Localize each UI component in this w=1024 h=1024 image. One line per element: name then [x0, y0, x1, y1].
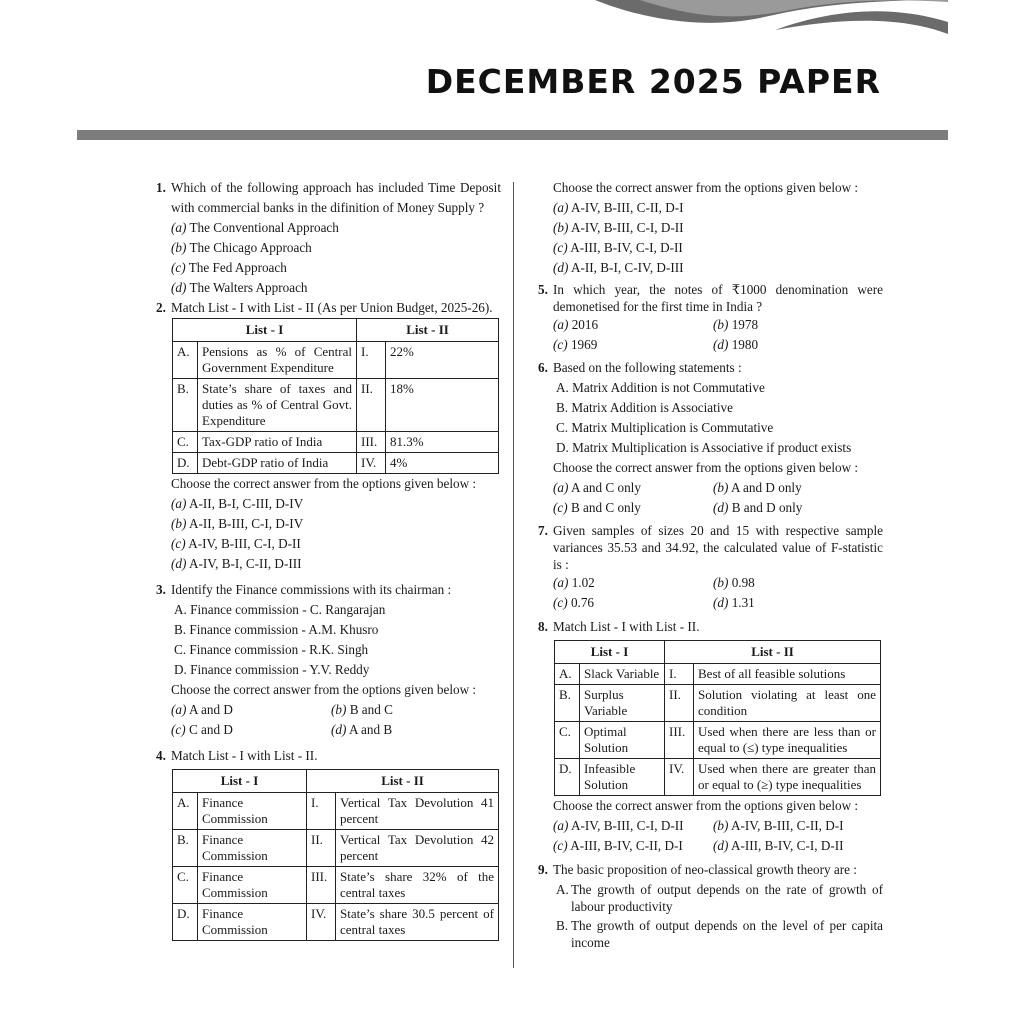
table-header: List - II — [357, 319, 499, 342]
table-row: A. Pensions as % of Central Government Expenditure I. 22% — [173, 342, 499, 379]
table-row: C. Finance Commission III. State’s share 32% of the central taxes — [173, 867, 499, 904]
option-c: (c) A-IV, B-III, C-I, D-II — [171, 536, 301, 551]
statement: B. Finance commission - A.M. Khusro — [174, 622, 379, 637]
option-b: (b) 0.98 — [713, 575, 755, 590]
question-6: 6. Based on the following statements : A. Matrix Addition is not Commutative B. Matrix Addition is Associative C. Matrix Multiplication is Commutative D. Matrix Multiplication is Associative if product exists Choose the correct answer from the options given below : (a) A and C only (b) A and D only (c) B and C only (d) B and D only — [538, 358, 883, 518]
question-4-continued — [538, 178, 883, 278]
question-5: 5. In which year, the notes of ₹1000 denomination were demonetised for the first time in India ? (a) 2016 (b) 1978 (c) 1969 (d) 1980 — [538, 281, 883, 355]
title-rule — [77, 130, 948, 140]
table-header: List - II — [307, 770, 499, 793]
option-d: (d) A-III, B-IV, C-I, D-II — [713, 838, 844, 853]
question-text: Based on the following statements : — [553, 360, 742, 375]
option-a: (a) 2016 — [553, 317, 599, 332]
question-text: Match List - I with List - II. — [171, 748, 318, 763]
table-row: C. Optimal Solution III. Used when there are less than or equal to (≤) type inequalities — [555, 722, 881, 759]
table-header: List - I — [173, 319, 357, 342]
table-row: A. Slack Variable I. Best of all feasible solutions — [555, 664, 881, 685]
option-d: (d) The Walters Approach — [171, 280, 308, 295]
table-row: A. Finance Commission I. Vertical Tax Devolution 41 percent — [173, 793, 499, 830]
table-row: D. Infeasible Solution IV. Used when there are greater than or equal to (≥) type inequalities — [555, 759, 881, 796]
statement: D. Finance commission - Y.V. Reddy — [174, 662, 370, 677]
table-header: List - II — [665, 641, 881, 664]
option-a: (a) A and D — [171, 702, 233, 717]
option-c: (c) B and C only — [553, 500, 641, 515]
statement: B. Matrix Addition is Associative — [556, 400, 733, 415]
match-table — [554, 640, 881, 796]
option-d: (d) 1980 — [713, 337, 759, 352]
option-b: (b) B and C — [331, 702, 393, 717]
question-4: 4. Match List - I with List - II. List - I List - II A. Finance Commission I. Vertical Tax Devolution 41 percent B. Finance Commission II. Vertical Tax Devolution 42 percent C. Finance Commission III. State’s share 32% of the central taxes D. Finance Commission IV. State’s share 30.5 percent of central taxes — [156, 746, 501, 941]
table-row: B. Surplus Variable II. Solution violating at least one condition — [555, 685, 881, 722]
question-text: Identify the Finance commissions with its chairman : — [171, 582, 452, 597]
option-a: (a) A and C only — [553, 480, 641, 495]
question-text: The basic proposition of neo-classical growth theory are : — [553, 862, 857, 877]
option-d: (d) A-IV, B-I, C-II, D-III — [171, 556, 302, 571]
choose-instruction: Choose the correct answer from the options given below : — [553, 460, 859, 475]
choose-instruction: Choose the correct answer from the options given below : — [171, 682, 477, 697]
option-a: (a) A-IV, B-III, C-I, D-II — [553, 818, 684, 833]
question-3: 3. Identify the Finance commissions with its chairman : A. Finance commission - C. Rangarajan B. Finance commission - A.M. Khusro C. Finance commission - R.K. Singh D. Finance commission - Y.V. Reddy Choose the correct answer from the options given below : (a) A and D (b) B and C (c) C and D (d) A and B — [156, 580, 501, 740]
option-c: (c) A-III, B-IV, C-II, D-I — [553, 838, 683, 853]
question-8: 8. Match List - I with List - II. List - I List - II A. Slack Variable I. Best of all feasible solutions B. Surplus Variable II. Solution violating at least one condition C. Optimal Solution III. Used when there are less than or equal to (≤) type inequalities D. Infeasible Solution IV. Used when there are greater than or equal to (≥) type inequalities Choose the correct answer from the options given below : (a) A-IV, B-III, C-I, D-II (b) A-IV, B-III, C-II, D-I (c) A-III, B-IV, C-II, D-I (d) A-III, B-IV, C-I, D-II — [538, 617, 883, 856]
option-b: (b) 1978 — [713, 317, 759, 332]
question-text: Match List - I with List - II (As per Union Budget, 2025-26). — [171, 300, 493, 315]
option-c: (c) C and D — [171, 722, 233, 737]
statement: C. Matrix Multiplication is Commutative — [556, 420, 774, 435]
option-b: (b) A-IV, B-III, C-II, D-I — [713, 818, 844, 833]
question-2: 2. Match List - I with List - II (As per Union Budget, 2025-26). List - I List - II A. Pensions as % of Central Government Expenditure I. 22% B. State’s share of taxes and duties as % of Central Govt. Expenditure II. 18% C. Tax-GDP ratio of India III. 81.3% D. Debt-GDP ratio of India IV. 4% Choose the correct answer from the options given below : (a) A-II, B-I, C-III, D-IV (b) A-II, B-III, C-I, D-IV (c) A-IV, B-III, C-I, D-II (d) A-IV, B-I, C-II, D-III — [156, 298, 501, 574]
option-b: (b) The Chicago Approach — [171, 240, 312, 255]
match-table — [172, 769, 499, 941]
match-table — [172, 318, 499, 474]
statement: A. Finance commission - C. Rangarajan — [174, 602, 386, 617]
option-a: (a) A-IV, B-III, C-II, D-I — [553, 200, 684, 215]
option-a: (a) A-II, B-I, C-III, D-IV — [171, 496, 304, 511]
right-column — [538, 178, 883, 952]
question-7: 7. Given samples of sizes 20 and 15 with respective sample variances 35.53 and 34.92, the calculated value of F-statistic is : (a) 1.02 (b) 0.98 (c) 0.76 (d) 1.31 — [538, 522, 883, 613]
statement: D. Matrix Multiplication is Associative if product exists — [556, 440, 852, 455]
column-divider — [513, 182, 514, 968]
question-text: In which year, the notes of ₹1000 denomination were demonetised for the first time in India ? — [553, 282, 883, 314]
option-b: (b) A and D only — [713, 480, 802, 495]
option-d: (d) A-II, B-I, C-IV, D-III — [553, 260, 684, 275]
option-d: (d) A and B — [331, 722, 393, 737]
header-wave-decoration — [0, 0, 1024, 60]
option-d: (d) B and D only — [713, 500, 803, 515]
page-title: DECEMBER 2025 PAPER — [425, 62, 881, 101]
left-column — [156, 178, 501, 941]
question-text: Which of the following approach has included Time Deposit with commercial banks in the difinition of Money Supply ? — [171, 180, 501, 215]
option-c: (c) 1969 — [553, 337, 598, 352]
choose-instruction: Choose the correct answer from the options given below : — [553, 798, 859, 813]
table-header: List - I — [173, 770, 307, 793]
question-text: Given samples of sizes 20 and 15 with respective sample variances 35.53 and 34.92, the calculated value of F-statistic is : — [553, 523, 883, 572]
table-row: B. Finance Commission II. Vertical Tax Devolution 42 percent — [173, 830, 499, 867]
option-c: (c) 0.76 — [553, 595, 595, 610]
question-text: Match List - I with List - II. — [553, 619, 700, 634]
option-d: (d) 1.31 — [713, 595, 755, 610]
question-1: 1. Which of the following approach has included Time Deposit with commercial banks in the difinition of Money Supply ? (a) The Conventional Approach (b) The Chicago Approach (c) The Fed Approach (d) The Walters Approach — [156, 178, 501, 298]
statement: B. The growth of output depends on the level of per capita income — [556, 918, 883, 950]
table-row: C. Tax-GDP ratio of India III. 81.3% — [173, 432, 499, 453]
statement: A. Matrix Addition is not Commutative — [556, 380, 765, 395]
question-9: 9. The basic proposition of neo-classical growth theory are : A. The growth of output depends on the rate of growth of labour productivity B. The growth of output depends on the level of per capita income — [538, 862, 883, 950]
table-header: List - I — [555, 641, 665, 664]
choose-instruction: Choose the correct answer from the options given below : — [171, 476, 477, 491]
table-row: D. Debt-GDP ratio of India IV. 4% — [173, 453, 499, 474]
option-a: (a) 1.02 — [553, 575, 595, 590]
option-c: (c) A-III, B-IV, C-I, D-II — [553, 240, 683, 255]
option-c: (c) The Fed Approach — [171, 260, 287, 275]
option-b: (b) A-II, B-III, C-I, D-IV — [171, 516, 304, 531]
option-a: (a) The Conventional Approach — [171, 220, 339, 235]
choose-instruction: Choose the correct answer from the options given below : — [553, 180, 859, 195]
statement: A. The growth of output depends on the rate of growth of labour productivity — [556, 882, 883, 914]
statement: C. Finance commission - R.K. Singh — [174, 642, 369, 657]
option-b: (b) A-IV, B-III, C-I, D-II — [553, 220, 684, 235]
table-row: D. Finance Commission IV. State’s share 30.5 percent of central taxes — [173, 904, 499, 941]
table-row: B. State’s share of taxes and duties as % of Central Govt. Expenditure II. 18% — [173, 379, 499, 432]
